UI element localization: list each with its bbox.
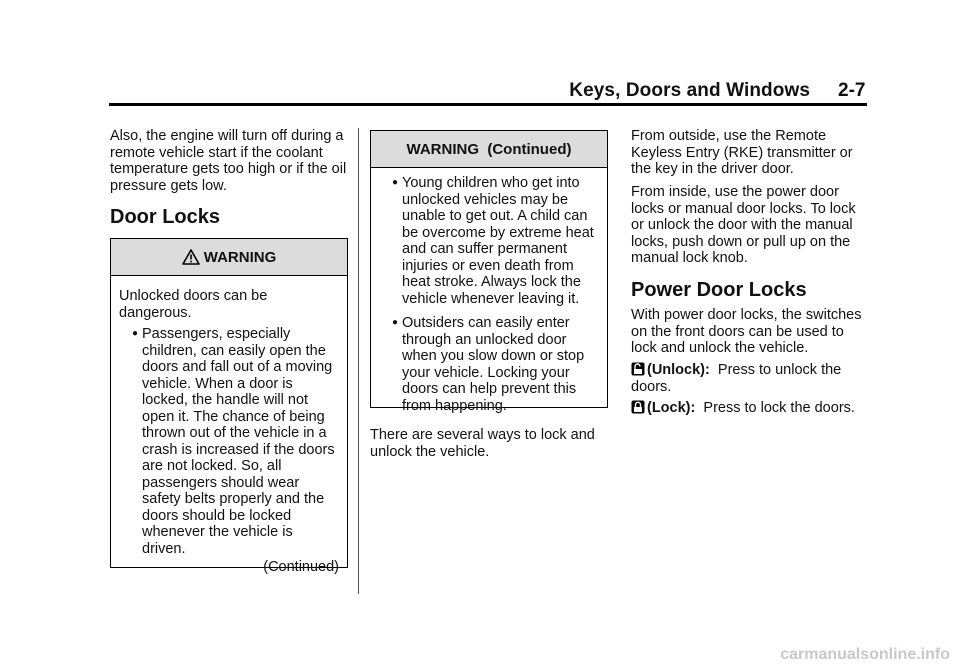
lock-item <box>631 400 871 417</box>
watermark: carmanualsonline.info <box>780 646 950 663</box>
bullet-dot-icon: ● <box>132 328 139 339</box>
warning-lead: Unlocked doors can be dangerous. <box>119 288 268 321</box>
page-number: 2-7 <box>838 80 866 101</box>
lock-term: (Lock): <box>647 400 696 416</box>
outside-paragraph: From outside, use the Remote Keyless Entry (RKE) transmitter or the key in the driver door. <box>631 128 853 177</box>
unlock-icon <box>631 362 645 376</box>
warning-header <box>111 239 347 276</box>
warning-bullet <box>119 326 339 557</box>
caution-triangle-icon <box>182 249 200 265</box>
lock-text: Press to lock the doors. <box>703 400 855 416</box>
inside-paragraph: From inside, use the power door locks or manual door locks. To lock or unlock the door with the manual locks, push down or pull up on the manual lock knob. <box>631 184 856 266</box>
warning-continued-header <box>371 131 607 168</box>
intro-paragraph: Also, the engine will turn off during a remote vehicle start if the coolant temperature gets too high or if the oil pressure gets low. <box>110 128 347 194</box>
bullet-text: Outsiders can easily enter through an unlocked door when you slow down or stop your vehicle. Locking your doors can help prevent this from happening. <box>402 315 585 414</box>
warning-bullet <box>379 315 599 414</box>
bullet-dot-icon: ● <box>392 177 399 188</box>
heading-power-door-locks: Power Door Locks <box>631 279 807 301</box>
warning-bullet <box>379 175 599 307</box>
warning-continued-box <box>370 130 608 414</box>
unlock-text: Press to unlock the doors. <box>631 362 842 395</box>
column-divider <box>358 128 359 594</box>
bullet-dot-icon: ● <box>392 317 399 328</box>
warning-title: WARNING <box>203 248 277 266</box>
header-rule <box>109 103 867 106</box>
lock-icon <box>631 400 645 414</box>
power-locks-paragraph: With power door locks, the switches on the front doors can be used to lock and unlock the vehicle. <box>631 307 862 356</box>
section-title: Keys, Doors and Windows <box>569 80 810 101</box>
warning-continued-title: WARNING (Continued) <box>406 140 572 158</box>
warning-box <box>110 238 348 575</box>
bullet-text: Passengers, especially children, can easily open the doors and fall out of a moving vehicle. When a door is locked, the handle will not open it. The chance of being thrown out of the vehicle in a crash is increased if the doors are not locked. So, all passengers should wear safety belts properly and the doors should be locked whenever the vehicle is driven. <box>142 326 335 557</box>
bullet-text: Young children who get into unlocked vehicles may be unable to get out. A child can be overcome by extreme heat and can suffer permanent injuries or even death from heat stroke. Always lock the vehicle whenever leaving it. <box>402 175 594 307</box>
unlock-term: (Unlock): <box>647 362 710 378</box>
ways-paragraph: There are several ways to lock and unlock the vehicle. <box>370 427 595 460</box>
heading-door-locks: Door Locks <box>110 206 221 228</box>
unlock-item <box>631 362 871 395</box>
continued-label: (Continued) <box>263 559 339 575</box>
